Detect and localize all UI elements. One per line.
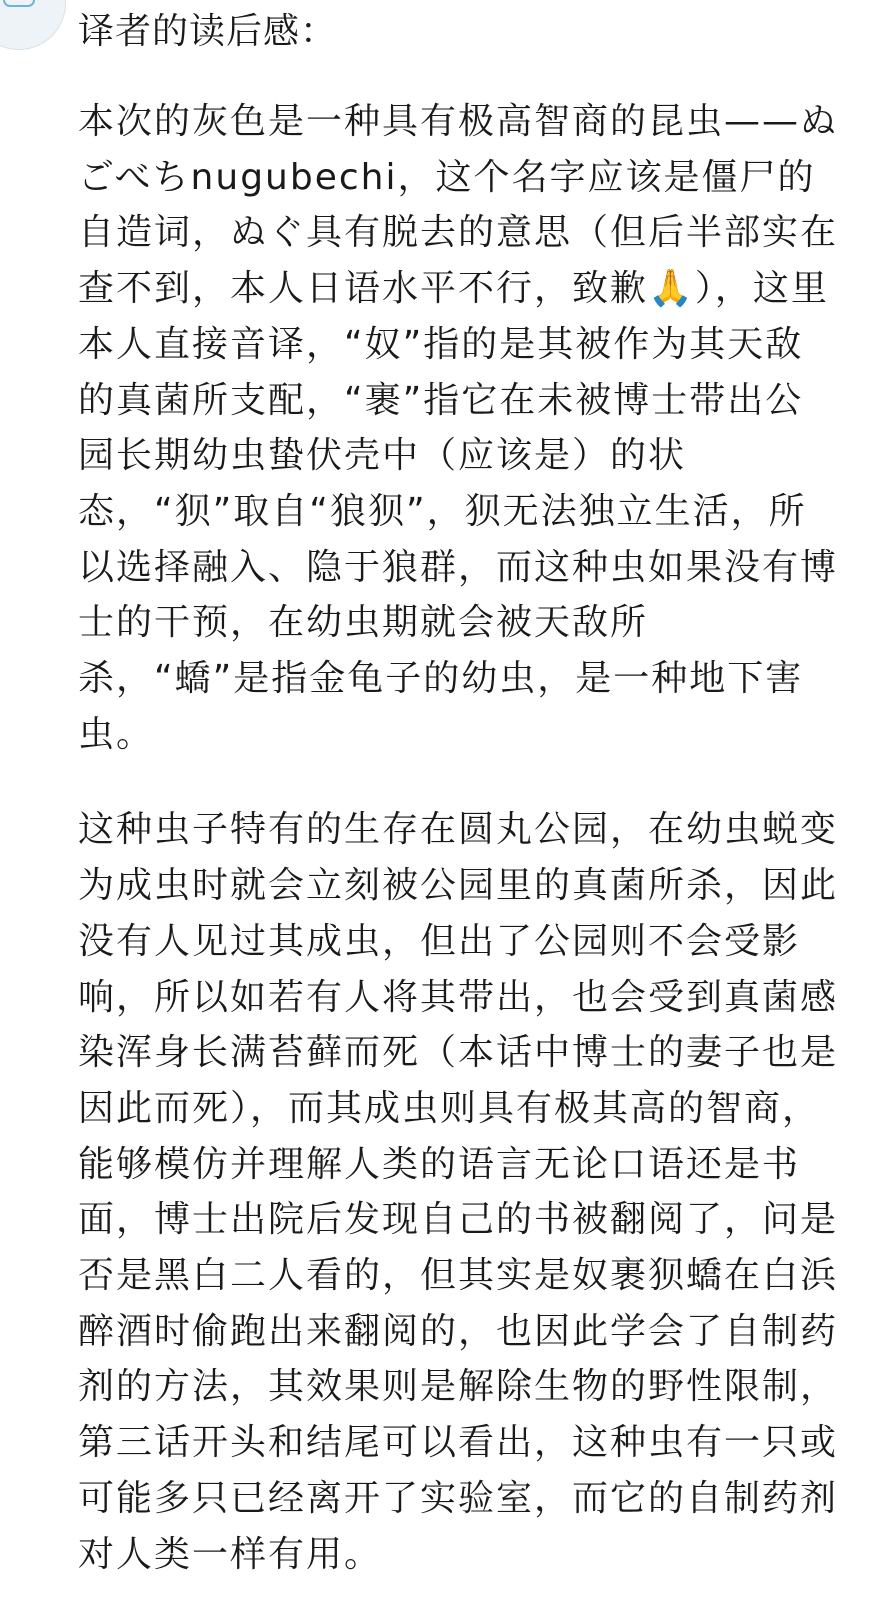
paragraph-2: 这种虫子特有的生存在圆丸公园，在幼虫蜕变为成虫时就会立刻被公园里的真菌所杀，因此没有人见过其成虫，但出了公园则不会受影响，所以如若有人将其带出，也会受到真菌感染浑身长满苔藓而死（本话中博士的妻子也是因此而死），而其成虫则具有极其高的智商，能够模仿并理解人类的语言无论口语还是书面，博士出院后发现自己的书被翻阅了，问是否是黑白二人看的，但其实是奴裹狈蟜在白浜醉酒时偷跑出来翻阅的，也因此学会了自制药剂的方法，其效果则是解除生物的野性限制，第三话开头和结尾可以看出，这种虫有一只或可能多只已经离开了实验室，而它的自制药剂对人类一样有用。: [78, 809, 839, 1575]
post-body: [78, 10, 838, 1582]
post-heading: 译者的读后感：: [78, 11, 338, 52]
glasses-icon: [3, 0, 35, 7]
avatar[interactable]: [0, 0, 66, 50]
paragraph-1: 本次的灰色是一种具有极高智商的昆虫——ぬごべちnugubechi，这个名字应该是僵尸的自造词，ぬぐ具有脱去的意思（但后半部实在查不到，本人日语水平不行，致歉🙏），这里本人直接音译，“奴”指的是其被作为其天敌的真菌所支配，“裹”指它在未被博士带出公园长期幼虫蛰伏壳中（应该是）的状态，“狈”取自“狼狈”，狈无法独立生活，所以选择融入、隐于狼群，而这种虫如果没有博士的干预，在幼虫期就会被天敌所杀，“蟜”是指金龟子的幼虫，是一种地下害虫。: [78, 101, 839, 755]
